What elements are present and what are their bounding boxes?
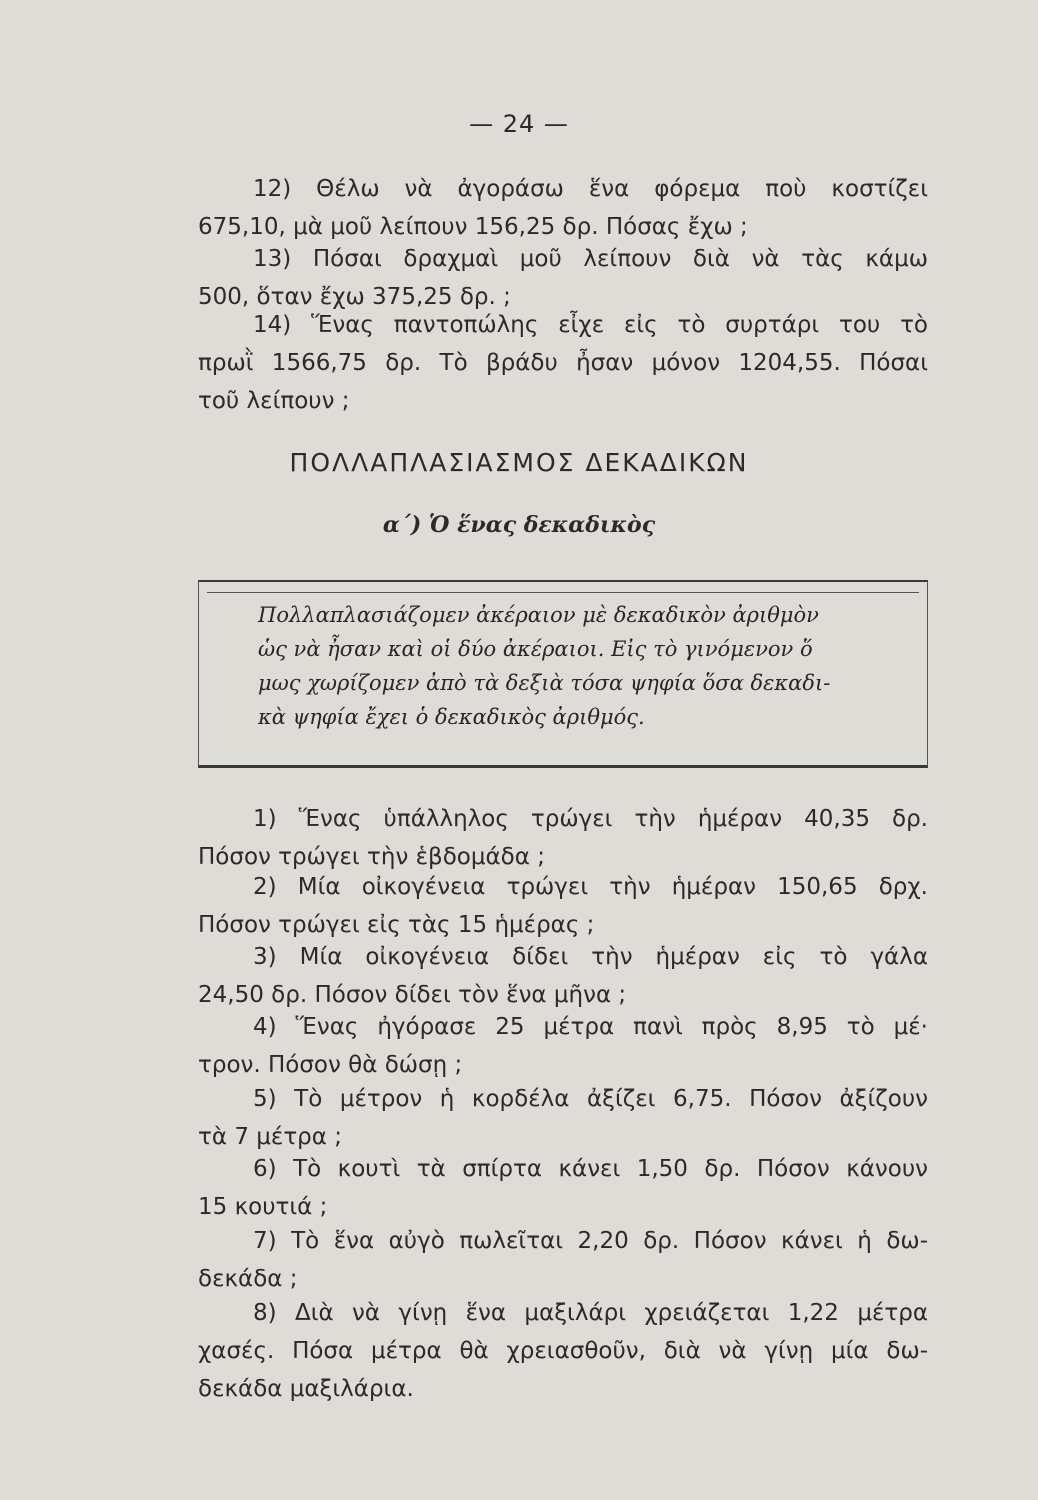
exercise-4	[198, 1008, 928, 1084]
exercise-5-line2: τὰ 7 μέτρα ;	[198, 1124, 342, 1150]
rule-text	[258, 598, 918, 734]
problem-14-line3: τοῦ λείπουν ;	[198, 388, 350, 414]
exercise-1	[198, 800, 928, 876]
exercise-7-line2: δεκάδα ;	[198, 1266, 298, 1292]
exercise-7-line1: 7) Τὸ ἕνα αὐγὸ πωλεῖται 2,20 δρ. Πόσον κάνει ἡ δω-	[253, 1228, 928, 1254]
problem-14	[198, 306, 928, 420]
exercise-1-line2: Πόσον τρώγει τὴν ἑβδομάδα ;	[198, 844, 545, 870]
exercise-3	[198, 938, 928, 1014]
problem-12-line2: 675,10, μὰ μοῦ λείπουν 156,25 δρ. Πόσας ἔχω ;	[198, 214, 748, 240]
exercise-1-line1: 1) Ἕνας ὑπάλληλος τρώγει τὴν ἡμέραν 40,35 δρ.	[253, 806, 928, 832]
problem-12	[198, 170, 928, 246]
page-number: — 24 —	[469, 110, 569, 138]
exercise-3-line2: 24,50 δρ. Πόσον δίδει τὸν ἕνα μῆνα ;	[198, 982, 627, 1008]
problem-13-line2: 500, ὅταν ἔχω 375,25 δρ. ;	[198, 284, 511, 310]
exercise-2-line1: 2) Μία οἰκογένεια τρώγει τὴν ἡμέραν 150,65 δρχ.	[253, 874, 928, 900]
exercise-4-line1: 4) Ἕνας ἠγόρασε 25 μέτρα πανὶ πρὸς 8,95 τὸ μέ·	[253, 1014, 928, 1040]
exercise-8	[198, 1294, 928, 1408]
exercise-6-line1: 6) Τὸ κουτὶ τὰ σπίρτα κάνει 1,50 δρ. Πόσον κάνουν	[253, 1156, 928, 1182]
rule-line-4: κὰ ψηφία ἔχει ὁ δεκαδικὸς ἀριθμός.	[258, 705, 645, 729]
problem-12-line1: 12) Θέλω νὰ ἀγοράσω ἕνα φόρεμα ποὺ κοστίζει	[253, 176, 928, 202]
exercise-8-line3: δεκάδα μαξιλάρια.	[198, 1376, 414, 1402]
problem-13-line1: 13) Πόσαι δραχμαὶ μοῦ λείπουν διὰ νὰ τὰς κάμω	[253, 246, 928, 272]
rule-line-1: Πολλαπλασιάζομεν ἀκέραιον μὲ δεκαδικὸν ἀριθμὸν	[258, 603, 819, 627]
problem-14-line2: πρωῒ 1566,75 δρ. Τὸ βράδυ ἦσαν μόνον 1204,55. Πόσαι	[198, 350, 928, 376]
exercise-2	[198, 868, 928, 944]
exercise-6-line2: 15 κουτιά ;	[198, 1194, 328, 1220]
problem-14-line1: 14) Ἕνας παντοπώλης εἶχε εἰς τὸ συρτάρι του τὸ	[253, 312, 928, 338]
rule-line-2: ὡς νὰ ἦσαν καὶ οἱ δύο ἀκέραιοι. Εἰς τὸ γινόμενον ὅ	[258, 637, 813, 661]
exercise-8-line1: 8) Διὰ νὰ γίνῃ ἕνα μαξιλάρι χρειάζεται 1,22 μέτρα	[253, 1300, 928, 1326]
exercise-3-line1: 3) Μία οἰκογένεια δίδει τὴν ἡμέραν εἰς τὸ γάλα	[253, 944, 928, 970]
exercise-4-line2: τρον. Πόσον θὰ δώσῃ ;	[198, 1052, 463, 1078]
exercise-5	[198, 1080, 928, 1156]
exercise-6	[198, 1150, 928, 1226]
subheading: α΄) Ὁ ἕνας δεκαδικὸς	[382, 512, 656, 538]
rule-line-3: μως χωρίζομεν ἀπὸ τὰ δεξιὰ τόσα ψηφία ὅσα δεκαδι-	[258, 671, 831, 695]
exercise-7	[198, 1222, 928, 1298]
exercise-5-line1: 5) Τὸ μέτρον ἡ κορδέλα ἀξίζει 6,75. Πόσον ἀξίζουν	[253, 1086, 928, 1112]
exercise-2-line2: Πόσον τρώγει εἰς τὰς 15 ἡμέρας ;	[198, 912, 595, 938]
section-heading: ΠΟΛΛΑΠΛΑΣΙΑΣΜΟΣ ΔΕΚΑΔΙΚΩΝ	[289, 448, 749, 477]
exercise-8-line2: χασές. Πόσα μέτρα θὰ χρειασθοῦν, διὰ νὰ γίνῃ μία δω-	[198, 1338, 928, 1364]
problem-13	[198, 240, 928, 316]
